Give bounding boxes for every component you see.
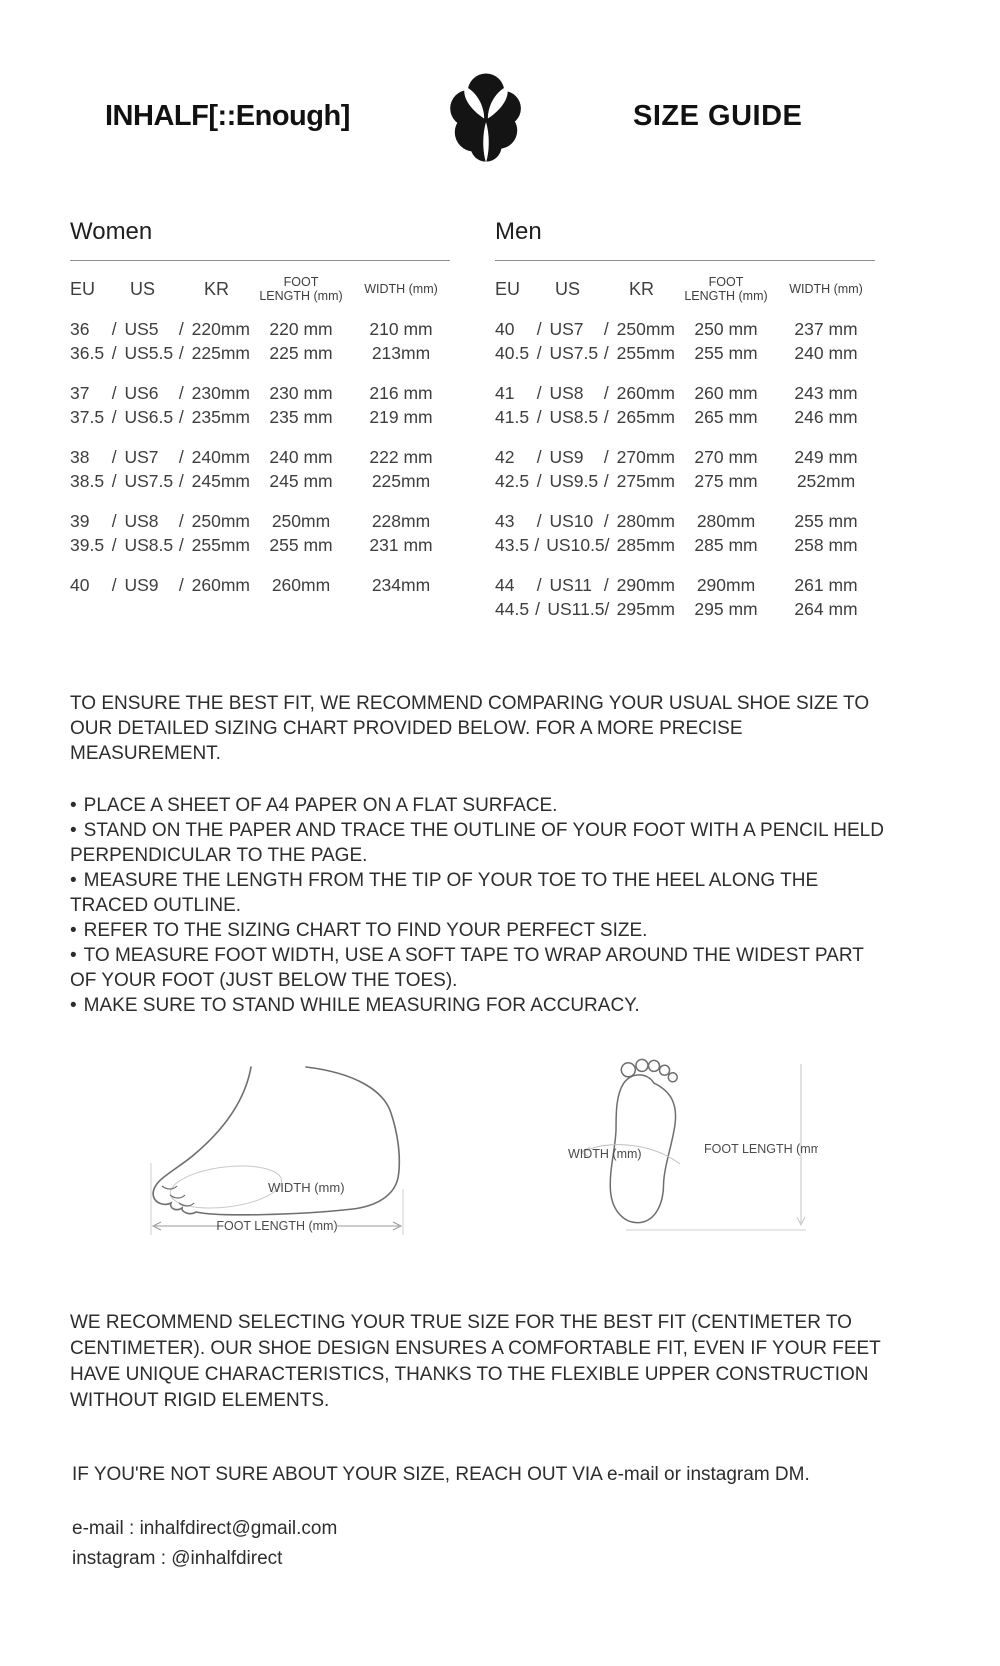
bullet-icon: • (70, 870, 77, 891)
kr-size: 235mm (191, 407, 250, 427)
us-size: US7 (549, 319, 584, 339)
width-value: 222 mm (369, 447, 433, 467)
table-row (70, 533, 450, 557)
eu-size: 44 (495, 575, 515, 595)
kr-size: 255mm (616, 343, 675, 363)
email-label: e-mail : (72, 1518, 135, 1539)
side-length-label: FOOT LENGTH (mm) (216, 1219, 338, 1233)
kr-size: 275mm (616, 471, 675, 491)
kr-size: 245mm (191, 471, 250, 491)
us-size: US5.5 (124, 343, 174, 363)
width-value: 258 mm (794, 535, 858, 555)
table-row (495, 381, 875, 405)
width-value: 225mm (371, 471, 431, 491)
us-size: US6 (124, 383, 159, 403)
width-value: 234mm (371, 575, 431, 595)
row-group (70, 317, 450, 365)
table-row (495, 469, 875, 493)
kr-size: 250mm (616, 319, 675, 339)
col-width: WIDTH (mm) (364, 282, 438, 296)
separator: / (604, 535, 610, 555)
row-group (70, 445, 450, 493)
eu-size: 40.5 (495, 343, 530, 363)
table-row (495, 533, 875, 557)
foot-length-value: 280mm (696, 511, 756, 531)
foot-length-value: 255 mm (269, 535, 333, 555)
foot-length-value: 240 mm (269, 447, 333, 467)
us-size: US11 (549, 575, 592, 595)
email-line (72, 1514, 1000, 1544)
width-value: 219 mm (369, 407, 433, 427)
kr-size: 260mm (191, 575, 250, 595)
separator: / (178, 343, 184, 363)
foot-side-view-diagram (148, 1065, 408, 1248)
separator: / (111, 511, 117, 531)
size-table-women (70, 218, 450, 637)
foot-length-value: 270 mm (694, 447, 758, 467)
us-size: US9 (549, 447, 584, 467)
foot-length-value: 250 mm (694, 319, 758, 339)
brand-name: INHALF[::Enough] (105, 100, 350, 132)
col-foot-length: FOOT LENGTH (mm) (684, 275, 768, 303)
separator: / (111, 447, 117, 467)
divider (495, 260, 875, 261)
separator: / (604, 599, 610, 619)
separator: / (111, 319, 117, 339)
us-size: US8.5 (549, 407, 599, 427)
separator: / (536, 447, 542, 467)
list-item (70, 868, 890, 918)
kr-size: 240mm (191, 447, 250, 467)
table-row (70, 341, 450, 365)
table-row (70, 381, 450, 405)
table-row (70, 573, 450, 597)
col-kr: KR (204, 278, 230, 299)
us-size: US7.5 (124, 471, 174, 491)
kr-size: 220mm (191, 319, 250, 339)
width-value: 264 mm (794, 599, 858, 619)
table-row (495, 341, 875, 365)
col-eu: EU (70, 278, 96, 299)
us-size: US11.5 (547, 599, 605, 619)
kr-size: 255mm (191, 535, 250, 555)
row-group (495, 317, 875, 365)
list-item (70, 818, 890, 868)
instagram-line (72, 1544, 1000, 1574)
separator: / (603, 511, 609, 531)
eu-size: 41.5 (495, 407, 530, 427)
width-value: 213mm (371, 343, 431, 363)
width-value: 210 mm (369, 319, 433, 339)
kr-size: 225mm (191, 343, 250, 363)
eu-size: 40 (70, 575, 90, 595)
bullet-icon: • (70, 795, 77, 816)
instagram-label: instagram : (72, 1548, 166, 1569)
table-row (495, 317, 875, 341)
kr-size: 280mm (616, 511, 675, 531)
foot-length-value: 245 mm (269, 471, 333, 491)
separator: / (603, 447, 609, 467)
row-group (495, 573, 875, 621)
list-item (70, 943, 890, 993)
separator: / (536, 471, 542, 491)
width-value: 249 mm (794, 447, 858, 467)
foot-length-value: 230 mm (269, 383, 333, 403)
row-group (70, 509, 450, 557)
table-row (70, 405, 450, 429)
fit-note-paragraph: WE RECOMMEND SELECTING YOUR TRUE SIZE FOR THE BEST FIT (CENTIMETER TO CENTIMETER). OUR SHOE DESIGN ENSURES A COMFORTABLE FIT, EVEN IF YOUR FEET HAVE UNIQUE CHARACTERISTICS, THANKS TO THE FLEXIBLE UPPER CONSTRUCTION WITHOUT RIGID ELEMENTS. (70, 1312, 881, 1411)
width-value: 243 mm (794, 383, 858, 403)
bullet-text: STAND ON THE PAPER AND TRACE THE OUTLINE OF YOUR FOOT WITH A PENCIL HELD PERPENDICULAR TO THE PAGE. (70, 820, 884, 866)
separator: / (603, 575, 609, 595)
kr-size: 285mm (616, 535, 675, 555)
kr-size: 260mm (616, 383, 675, 403)
separator: / (536, 511, 542, 531)
bullet-icon: • (70, 995, 77, 1016)
foot-length-value: 260 mm (694, 383, 758, 403)
us-size: US7 (124, 447, 159, 467)
col-width: WIDTH (mm) (789, 282, 863, 296)
contact-details (72, 1514, 1000, 1574)
us-size: US7.5 (549, 343, 599, 363)
width-value: 255 mm (794, 511, 858, 531)
table-row (495, 597, 875, 621)
separator: / (178, 575, 184, 595)
men-title: Men (495, 218, 542, 245)
separator: / (603, 343, 609, 363)
men-column-headers (495, 275, 875, 303)
width-value: 228mm (371, 511, 431, 531)
list-item (70, 918, 890, 943)
eu-size: 37 (70, 383, 90, 403)
list-item (70, 793, 890, 818)
us-size: US8 (124, 511, 159, 531)
width-value: 216 mm (369, 383, 433, 403)
eu-size: 39 (70, 511, 90, 531)
eu-size: 36.5 (70, 343, 105, 363)
separator: / (178, 471, 184, 491)
bullet-icon: • (70, 920, 77, 941)
row-group (70, 381, 450, 429)
eu-size: 43 (495, 511, 515, 531)
kr-size: 230mm (191, 383, 250, 403)
width-value: 252mm (796, 471, 856, 491)
separator: / (603, 383, 609, 403)
table-row (495, 573, 875, 597)
eu-size: 41 (495, 383, 515, 403)
kr-size: 265mm (616, 407, 675, 427)
row-group (495, 509, 875, 557)
measurement-diagrams (0, 1058, 1000, 1248)
separator: / (178, 407, 184, 427)
table-row (70, 317, 450, 341)
instagram-handle[interactable]: @inhalfdirect (171, 1548, 283, 1569)
foot-length-value: 220 mm (269, 319, 333, 339)
row-group (70, 573, 450, 597)
table-row (495, 509, 875, 533)
contact-note: IF YOU'RE NOT SURE ABOUT YOUR SIZE, REACH OUT VIA e-mail or instagram DM. (72, 1464, 810, 1485)
bullet-text: TO MEASURE FOOT WIDTH, USE A SOFT TAPE TO WRAP AROUND THE WIDEST PART OF YOUR FOOT (JUST BELOW THE TOES). (70, 945, 864, 991)
width-value: 261 mm (794, 575, 858, 595)
separator: / (178, 447, 184, 467)
separator: / (536, 407, 542, 427)
separator: / (178, 383, 184, 403)
separator: / (603, 407, 609, 427)
us-size: US5 (124, 319, 159, 339)
row-group (495, 381, 875, 429)
separator: / (536, 575, 542, 595)
col-eu: EU (495, 278, 521, 299)
separator: / (111, 343, 117, 363)
row-group (495, 445, 875, 493)
table-row (70, 445, 450, 469)
size-tables (0, 218, 1000, 637)
bullet-text: PLACE A SHEET OF A4 PAPER ON A FLAT SURFACE. (83, 795, 558, 816)
col-us: US (130, 278, 156, 299)
us-size: US8.5 (124, 535, 174, 555)
measuring-instructions (70, 793, 890, 1018)
eu-size: 38.5 (70, 471, 105, 491)
women-title: Women (70, 218, 153, 245)
col-us: US (555, 278, 581, 299)
foot-length-value: 265 mm (694, 407, 758, 427)
foot-length-value: 255 mm (694, 343, 758, 363)
brand-logo-icon (440, 68, 532, 174)
kr-size: 270mm (616, 447, 675, 467)
kr-size: 250mm (191, 511, 250, 531)
foot-top-view-diagram (568, 1058, 818, 1248)
width-value: 231 mm (369, 535, 433, 555)
table-row (70, 469, 450, 493)
foot-length-value: 235 mm (269, 407, 333, 427)
separator: / (536, 383, 542, 403)
eu-size: 37.5 (70, 407, 105, 427)
top-length-label: FOOT LENGTH (mm) (704, 1142, 818, 1156)
email-address[interactable]: inhalfdirect@gmail.com (139, 1518, 338, 1539)
eu-size: 42 (495, 447, 515, 467)
table-row (70, 509, 450, 533)
separator: / (603, 471, 609, 491)
separator: / (111, 407, 117, 427)
foot-length-value: 225 mm (269, 343, 333, 363)
foot-length-value: 275 mm (694, 471, 758, 491)
eu-size: 44.5 (495, 599, 530, 619)
width-value: 237 mm (794, 319, 858, 339)
bullet-icon: • (70, 945, 77, 966)
eu-size: 36 (70, 319, 90, 339)
separator: / (603, 319, 609, 339)
foot-length-value: 295 mm (694, 599, 758, 619)
separator: / (111, 535, 117, 555)
eu-size: 42.5 (495, 471, 530, 491)
bullet-text: MAKE SURE TO STAND WHILE MEASURING FOR ACCURACY. (83, 995, 640, 1016)
foot-length-value: 260mm (271, 575, 331, 595)
foot-length-value: 285 mm (694, 535, 758, 555)
page-title: SIZE GUIDE (633, 100, 803, 132)
col-foot-length: FOOT LENGTH (mm) (259, 275, 343, 303)
us-size: US10 (549, 511, 594, 531)
us-size: US9.5 (549, 471, 599, 491)
width-value: 240 mm (794, 343, 858, 363)
separator: / (178, 535, 184, 555)
us-size: US10.5 (546, 535, 605, 555)
kr-size: 295mm (616, 599, 676, 619)
kr-size: 290mm (616, 575, 675, 595)
eu-size: 43.5 (495, 535, 530, 555)
us-size: US8 (549, 383, 584, 403)
list-item (70, 993, 890, 1018)
separator: / (111, 575, 117, 595)
eu-size: 39.5 (70, 535, 105, 555)
us-size: US6.5 (124, 407, 174, 427)
eu-size: 38 (70, 447, 90, 467)
side-width-label: WIDTH (mm) (268, 1180, 345, 1195)
width-value: 246 mm (794, 407, 858, 427)
separator: / (111, 471, 117, 491)
header (0, 0, 1000, 218)
foot-length-value: 290mm (696, 575, 756, 595)
col-kr: KR (629, 278, 655, 299)
intro-paragraph: TO ENSURE THE BEST FIT, WE RECOMMEND COMPARING YOUR USUAL SHOE SIZE TO OUR DETAILED SIZING CHART PROVIDED BELOW. FOR A MORE PRECISE MEASUREMENT. (70, 693, 870, 764)
foot-length-value: 250mm (271, 511, 331, 531)
size-table-men (495, 218, 875, 637)
bullet-text: REFER TO THE SIZING CHART TO FIND YOUR PERFECT SIZE. (83, 920, 648, 941)
table-row (495, 405, 875, 429)
women-column-headers (70, 275, 450, 303)
divider (70, 260, 450, 261)
bullet-text: MEASURE THE LENGTH FROM THE TIP OF YOUR TOE TO THE HEEL ALONG THE TRACED OUTLINE. (70, 870, 819, 916)
separator: / (536, 319, 542, 339)
us-size: US9 (124, 575, 159, 595)
separator: / (178, 511, 184, 531)
eu-size: 40 (495, 319, 515, 339)
bullet-icon: • (70, 820, 77, 841)
separator: / (534, 535, 540, 555)
separator: / (178, 319, 184, 339)
separator: / (536, 343, 542, 363)
table-row (495, 445, 875, 469)
separator: / (535, 599, 541, 619)
separator: / (111, 383, 117, 403)
top-width-label: WIDTH (mm) (568, 1147, 642, 1161)
